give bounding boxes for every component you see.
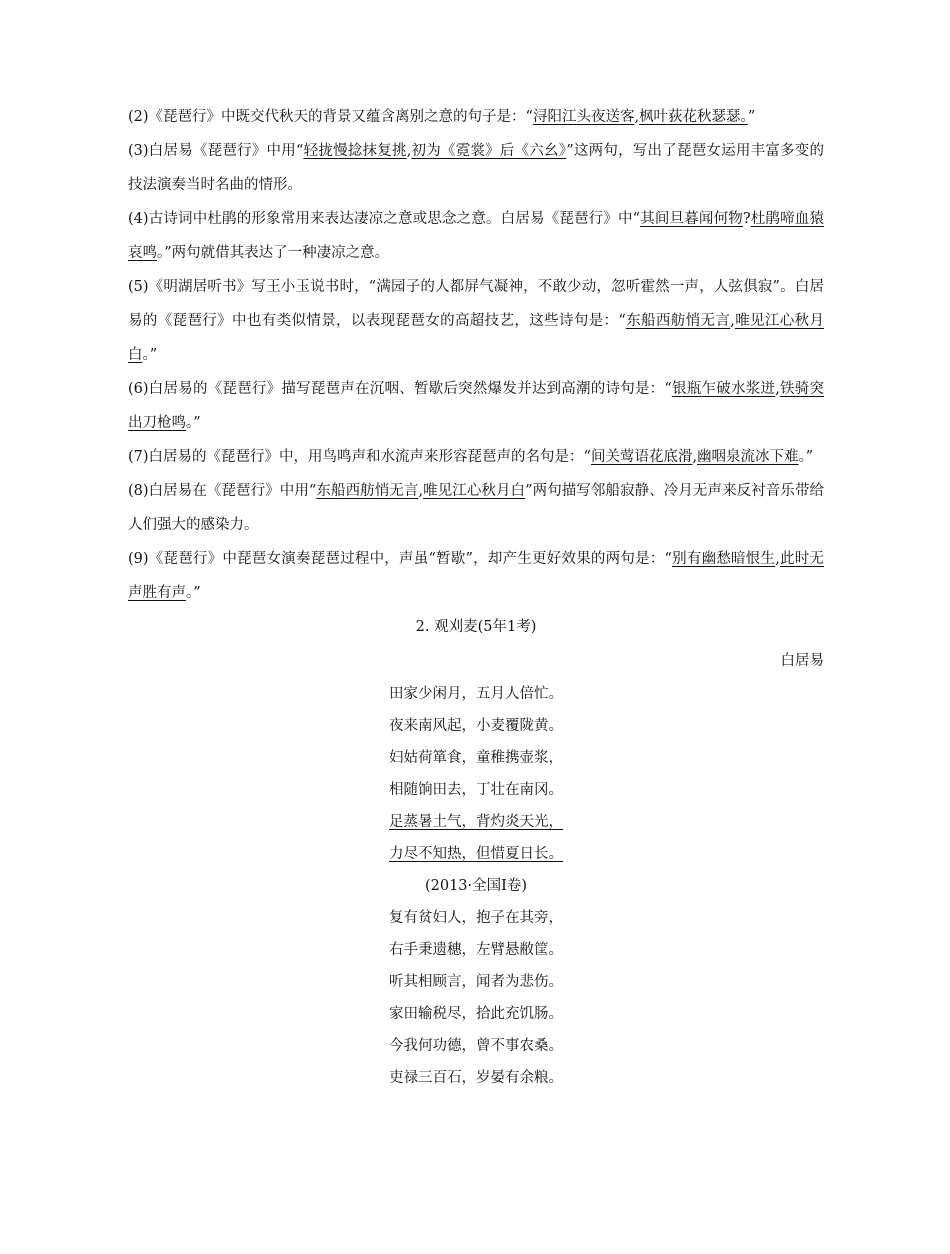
question-text: ” xyxy=(747,109,756,125)
answer-text: 幽咽泉流冰下难 xyxy=(697,449,799,465)
answer-text: 东船西舫悄无言 xyxy=(316,483,419,499)
question-text: ”两句描写邻船寂静、冷月无声来反衬音乐带给人们强大的感染力。 xyxy=(128,483,825,533)
answer-text: 初为《霓裳》后《六幺》 xyxy=(411,143,567,159)
answer-text: 银瓶乍破水浆迸 xyxy=(671,381,776,397)
answer-text: 东船西舫悄无言 xyxy=(625,313,731,329)
poem-line: 今我何功德，曾不事农桑。 xyxy=(389,1038,563,1054)
poem-line: 妇姑荷箪食，童稚携壶浆， xyxy=(389,750,563,766)
answer-text: 其间旦暮闻何物 xyxy=(640,211,743,227)
question-text: (7)白居易的《琵琶行》中，用鸟鸣声和水流声来形容琵琶声的名句是：“ xyxy=(128,449,591,465)
question-4 xyxy=(128,202,824,270)
question-3 xyxy=(128,134,824,202)
answer-text: 枫叶荻花秋瑟瑟。 xyxy=(639,109,748,125)
question-7 xyxy=(128,440,824,474)
question-text: 。” xyxy=(798,449,814,465)
answer-separator: , xyxy=(406,143,412,159)
poem-line: 右手秉遗穗，左臂悬敝筐。 xyxy=(389,942,563,958)
question-9 xyxy=(128,542,824,610)
question-text: 。”两句就借其表达了一种凄凉之意。 xyxy=(157,245,390,261)
poem-line: 吏禄三百石，岁晏有余粮。 xyxy=(389,1070,563,1086)
question-6 xyxy=(128,372,824,440)
question-text: ”这两句，写出了琵琶女运用丰富多变的技法演奏当时名曲的情形。 xyxy=(128,143,825,193)
poem-line: 田家少闲月，五月人倍忙。 xyxy=(389,686,563,702)
poem-author: 白居易 xyxy=(780,653,824,669)
answer-text: 轻拢慢捻抹复挑 xyxy=(303,143,407,159)
section-title: 2. 观刈麦(5年1考) xyxy=(415,619,537,635)
question-8 xyxy=(128,474,824,542)
question-text: (8)白居易在《琵琶行》中用“ xyxy=(128,483,317,499)
document-page xyxy=(128,100,824,1094)
question-5 xyxy=(128,270,824,372)
question-text: (6)白居易的《琵琶行》描写琵琶声在沉咽、暂歇后突然爆发并达到高潮的诗句是：“ xyxy=(128,381,672,397)
question-text: (4)古诗词中杜鹃的形象常用来表达凄凉之意或思念之意。白居易《琵琶行》中“ xyxy=(128,211,641,227)
underlined-text: 力尽不知热，但惜夏日长。 xyxy=(389,846,563,862)
answer-separator: , xyxy=(775,551,780,567)
question-text: 。” xyxy=(186,415,201,431)
answer-separator: , xyxy=(730,313,735,329)
poem-line: 相随饷田去，丁壮在南冈。 xyxy=(389,782,563,798)
poem-line: 夜来南风起，小麦覆陇黄。 xyxy=(389,718,563,734)
question-text: 。” xyxy=(142,347,158,363)
question-2 xyxy=(128,100,824,134)
poem-line: 听其相顾言，闻者为悲伤。 xyxy=(389,974,563,990)
answer-text: 唯见江心秋月白 xyxy=(423,483,526,499)
answer-text: 唯见江心秋月白 xyxy=(128,313,824,363)
answer-separator: , xyxy=(418,483,424,499)
question-text: (5)《明湖居听书》写王小玉说书时，“满园子的人都屏气凝神，不敢少动，忽听霍然一声，人弦俱寂”。白居易的《琵琶行》中也有类似情景，以表现琵琶女的高超技艺，这些诗句是：“ xyxy=(128,279,824,329)
answer-text: 别有幽愁暗恨生 xyxy=(671,551,776,567)
answer-text: 铁骑突出刀枪鸣 xyxy=(128,381,825,431)
answer-text: 间关莺语花底滑 xyxy=(590,449,693,465)
underlined-text: 足蒸暑土气，背灼炎天光， xyxy=(389,814,563,830)
answer-separator: , xyxy=(634,109,640,125)
answer-separator: , xyxy=(692,449,698,465)
answer-separator: , xyxy=(775,381,780,397)
answer-text: 杜鹃啼血猿哀鸣 xyxy=(128,211,825,261)
poem-line: 复有贫妇人，抱子在其旁， xyxy=(389,910,563,926)
question-text: (9)《琵琶行》中琵琶女演奏琵琶过程中，声虽“暂歇”，却产生更好效果的两句是：“ xyxy=(128,551,672,567)
exam-source: (2013·全国Ⅰ卷) xyxy=(424,878,528,894)
poem-line-underlined xyxy=(128,838,824,870)
answer-separator: ? xyxy=(742,211,751,227)
answer-text: 浔阳江头夜送客 xyxy=(532,109,635,125)
question-text: (3)白居易《琵琶行》中用“ xyxy=(128,143,304,159)
question-text: (2)《琵琶行》中既交代秋天的背景又蕴含离别之意的句子是：“ xyxy=(128,109,533,125)
poem-line-underlined xyxy=(128,806,824,838)
answer-text: 此时无声胜有声 xyxy=(128,551,825,601)
poem-line: 家田输税尽，拾此充饥肠。 xyxy=(389,1006,563,1022)
question-text: 。” xyxy=(186,585,201,601)
poem xyxy=(128,678,824,1094)
